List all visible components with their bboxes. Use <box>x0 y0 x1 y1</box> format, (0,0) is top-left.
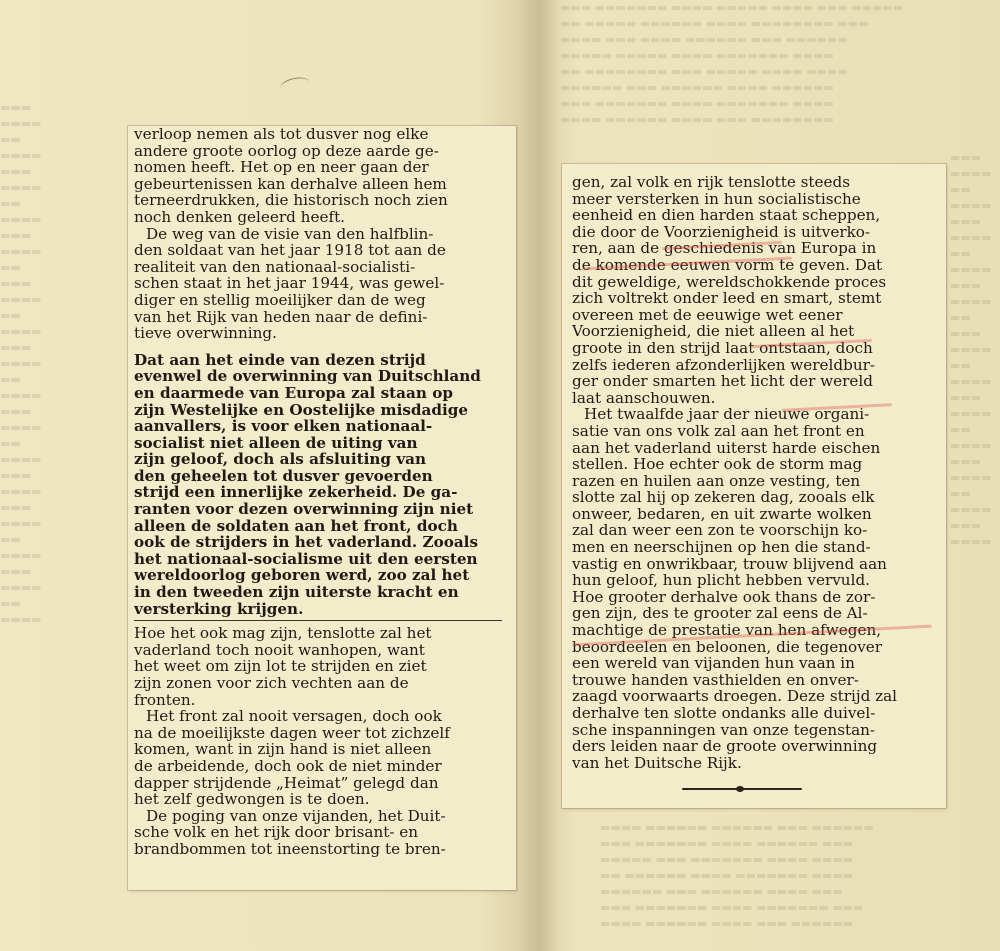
text-line: van het Rijk van heden naar de defini- <box>134 308 428 326</box>
text-line: groote in den strijd laat ontstaan, doch <box>572 339 873 357</box>
text-line: ren, aan de geschiedenis van Europa in <box>572 240 877 257</box>
text-line: nomen heeft. Het op en neer gaan der <box>134 159 429 176</box>
text-line: derhalve ten slotte ondanks alle duivel- <box>572 705 876 722</box>
text-line: aan het vaderland uiterst harde eischen <box>572 439 881 457</box>
text-line: versterking krijgen. <box>134 600 304 618</box>
text-column <box>134 126 502 858</box>
text-line: andere groote oorlog op deze aarde ge- <box>134 142 439 160</box>
text-line: vastig en onwrikbaar, trouw blijvend aan <box>572 555 887 573</box>
bold-paragraph <box>134 352 502 618</box>
bleed-through-text: ▬▬▬ ▬▬▬▬ ▬▬ ▬▬▬▬ ▬▬▬ ▬▬▬▬ ▬▬ ▬▬▬▬ ▬▬▬ ▬▬▬▬ ▬▬ ▬▬▬ ▬▬▬▬ ▬▬ ▬▬▬▬ ▬▬▬ ▬▬▬▬ ▬▬ ▬▬▬▬ ▬▬▬ ▬▬▬▬ ▬▬ ▬▬▬▬ ▬▬▬ ▬▬▬▬ ▬▬▬ ▬▬▬▬ ▬▬ ▬▬▬▬ ▬▬▬ ▬▬▬▬ ▬▬ ▬▬▬▬ <box>0 101 42 626</box>
text-column <box>572 174 936 771</box>
text-line: zijn geloof, doch als afsluiting van <box>134 451 427 468</box>
text-line: Het front zal nooit versagen, doch ook <box>146 708 442 725</box>
paragraph <box>134 808 502 858</box>
newspaper-clipping-right <box>562 164 946 808</box>
text-line: van het Duitsche Rijk. <box>572 754 742 772</box>
text-line: fronten. <box>134 691 196 709</box>
text-line: onweer, bedaren, en uit zwarte wolken <box>572 505 872 523</box>
text-line: socialist niet alleen de uiting van <box>134 434 418 452</box>
text-line: Hoe grooter derhalve ook thans de zor- <box>572 588 876 606</box>
text-line: noch denken geleerd heeft. <box>134 208 345 226</box>
text-line: verloop nemen als tot dusver nog elke <box>134 126 429 143</box>
text-line: meer versterken in hun socialistische <box>572 190 861 208</box>
text-line: overeen met de eeuwige wet eener <box>572 306 843 324</box>
bleed-through-text: ▬▬▬ ▬▬▬▬▬▬▬ ▬▬▬▬ ▬▬▬▬▬ ▬▬▬▬ ▬▬▬ ▬▬▬▬▬ ▬▬ ▬▬▬▬▬ ▬▬▬▬▬▬ ▬▬▬▬ ▬▬▬▬▬▬▬▬ ▬▬▬ ▬▬▬▬ ▬▬▬ ▬▬▬▬ ▬▬▬▬▬▬ ▬▬▬ ▬▬▬▬▬▬ ▬▬▬▬▬ ▬▬▬▬▬ ▬▬▬▬ ▬▬▬▬▬▬▬ ▬▬▬▬ ▬▬ ▬▬▬▬▬▬▬▬ ▬▬▬ ▬▬▬▬▬ ▬▬▬▬ ▬▬▬▬ ▬▬▬▬▬▬ ▬▬▬ ▬▬▬▬▬▬ ▬▬▬▬ ▬▬▬▬▬▬ ▬▬▬ ▬▬▬▬▬▬▬ ▬▬▬▬ ▬▬▬▬▬▬▬ ▬▬▬▬ ▬▬▬▬ ▬▬▬▬▬▬ ▬▬▬▬ ▬▬▬ ▬▬▬▬▬▬▬▬ <box>560 1 904 126</box>
separator-line <box>134 620 502 621</box>
text-line: terneerdrukken, die historisch noch zien <box>134 192 448 209</box>
text-line: het zelf gedwongen is te doen. <box>134 791 370 808</box>
text-line: ger onder smarten het licht der wereld <box>572 373 873 390</box>
text-line: de arbeidende, doch ook de niet minder <box>134 757 442 775</box>
text-line: sche inspanningen van onze tegenstan- <box>572 721 876 739</box>
text-line: sche volk en het rijk door brisant- en <box>134 824 419 841</box>
text-line: een wereld van vijanden hun vaan in <box>572 655 855 672</box>
text-line: vaderland toch nooit wanhopen, want <box>134 641 425 659</box>
text-line: Het twaalfde jaar der nieuwe organi- <box>584 406 870 423</box>
text-line: dapper strijdende „Heimat” gelegd dan <box>134 774 439 792</box>
text-line: zich voltrekt onder leed en smart, stemt <box>572 290 882 307</box>
text-line: hun geloof, hun plicht hebben vervuld. <box>572 572 870 589</box>
text-line: laat aanschouwen. <box>572 389 716 407</box>
text-line: komen, want in zijn hand is niet alleen <box>134 741 432 758</box>
bleed-through-text: ▬▬▬▬ ▬▬▬▬▬▬ ▬▬▬▬▬▬ ▬▬▬ ▬▬▬▬▬▬ ▬▬▬ ▬▬▬▬▬▬▬ ▬▬▬▬ ▬▬▬▬▬▬ ▬▬▬ ▬▬▬▬▬ ▬▬▬ ▬▬▬▬▬▬▬ ▬▬▬▬ ▬▬▬▬ ▬▬ ▬▬▬▬▬▬ ▬▬▬▬ ▬▬▬▬▬▬▬ ▬▬▬▬ ▬▬▬▬▬▬ ▬▬▬ ▬▬▬▬▬▬ ▬▬▬▬ ▬▬▬ ▬▬▬ ▬▬▬▬▬▬▬ ▬▬▬▬ ▬▬▬▬▬▬▬ ▬▬▬ ▬▬▬▬ ▬▬▬▬▬▬ ▬▬▬▬ ▬▬▬ ▬▬▬▬▬▬ <box>600 821 874 930</box>
text-line: brandbommen tot ineenstorting te bren- <box>134 840 446 858</box>
text-line: De poging van onze vijanden, het Duit- <box>146 807 446 825</box>
text-line: ders leiden naar de groote overwinning <box>572 738 878 755</box>
text-line: eenheid en dien harden staat scheppen, <box>572 207 881 224</box>
text-line: zelfs iederen afzonderlijken wereldbur- <box>572 356 876 374</box>
text-line: evenwel de overwinning van Duitschland <box>134 368 481 385</box>
text-line: zaagd voorwaarts droegen. Deze strijd zal <box>572 688 898 705</box>
text-line: gen zijn, des te grooter zal eens de Al- <box>572 605 868 623</box>
text-line: strijd een innerlijke zekerheid. De ga- <box>134 484 458 502</box>
text-line: na de moeilijkste dagen weer tot zichzelf <box>134 724 450 742</box>
text-line: den geheelen tot dusver gevoerden <box>134 467 433 485</box>
text-line: aanvallers, is voor elken nationaal- <box>134 418 433 435</box>
text-line: den soldaat van het jaar 1918 tot aan de <box>134 242 446 259</box>
text-line: dit geweldige, wereldschokkende proces <box>572 273 887 291</box>
text-line: alleen de soldaten aan het front, doch <box>134 517 458 535</box>
paragraph <box>572 174 936 406</box>
text-line: gebeurtenissen kan derhalve alleen hem <box>134 175 447 193</box>
text-line: satie van ons volk zal aan het front en <box>572 422 865 440</box>
text-line: diger en stellig moeilijker dan de weg <box>134 291 426 309</box>
text-line: zijn Westelijke en Oostelijke misdadige <box>134 401 469 419</box>
text-line: ranten voor dezen overwinning zijn niet <box>134 501 474 518</box>
text-line: Voorzienigheid, die niet alleen al het <box>572 323 855 340</box>
paragraph <box>134 625 502 708</box>
text-line: zal dan weer een zon te voorschijn ko- <box>572 522 868 540</box>
text-line: trouwe handen vasthielden en onver- <box>572 671 859 689</box>
text-line: die door de Voorzienigheid is uitverko- <box>572 223 871 241</box>
paragraph <box>134 126 502 226</box>
text-line: het weet om zijn lot te strijden en ziet <box>134 658 427 675</box>
newspaper-clipping-left <box>128 126 516 890</box>
text-line: ook de strijders in het vaderland. Zooals <box>134 534 479 551</box>
text-line: de komende eeuwen vorm te geven. Dat <box>572 256 883 274</box>
text-line: realiteit van den nationaal-socialisti- <box>134 258 416 276</box>
text-line: zijn zonen voor zich vechten aan de <box>134 675 409 692</box>
text-line: slotte zal hij op zekeren dag, zooals elk <box>572 489 875 506</box>
paragraph <box>134 708 502 808</box>
text-line: Dat aan het einde van dezen strijd <box>134 351 426 369</box>
text-line: Hoe het ook mag zijn, tenslotte zal het <box>134 625 432 642</box>
end-ornament-rule <box>682 788 802 790</box>
book-gutter <box>520 0 560 951</box>
paragraph <box>134 226 502 342</box>
text-line: en daarmede van Europa zal staan op <box>134 384 453 402</box>
text-line: beoordeelen en beloonen, die tegenover <box>572 638 883 656</box>
text-line: in den tweeden zijn uiterste kracht en <box>134 584 459 601</box>
text-line: gen, zal volk en rijk tenslotte steeds <box>572 174 851 191</box>
text-line: men en neerschijnen op hen die stand- <box>572 539 871 556</box>
bleed-through-text: ▬▬▬ ▬▬▬▬ ▬▬ ▬▬▬▬ ▬▬▬ ▬▬▬▬ ▬▬ ▬▬▬▬ ▬▬▬ ▬▬▬▬ ▬▬ ▬▬▬ ▬▬▬▬ ▬▬ ▬▬▬▬ ▬▬▬ ▬▬▬▬ ▬▬ ▬▬▬▬ ▬▬▬ ▬▬▬▬ ▬▬ ▬▬▬▬ ▬▬▬ ▬▬▬▬ <box>950 151 992 548</box>
text-line: machtige de prestatie van hen afwegen, <box>572 622 882 639</box>
text-line: wereldoorlog geboren werd, zoo zal het <box>134 567 470 585</box>
paragraph <box>572 406 936 771</box>
text-line: razen en huilen aan onze vesting, ten <box>572 472 861 490</box>
text-line: schen staat in het jaar 1944, was gewel- <box>134 275 445 292</box>
text-line: De weg van de visie van den halfblin- <box>146 225 434 243</box>
text-line: stellen. Hoe echter ook de storm mag <box>572 456 863 473</box>
text-line: het nationaal-socialisme uit den eersten <box>134 550 478 568</box>
text-line: tieve overwinning. <box>134 325 277 342</box>
